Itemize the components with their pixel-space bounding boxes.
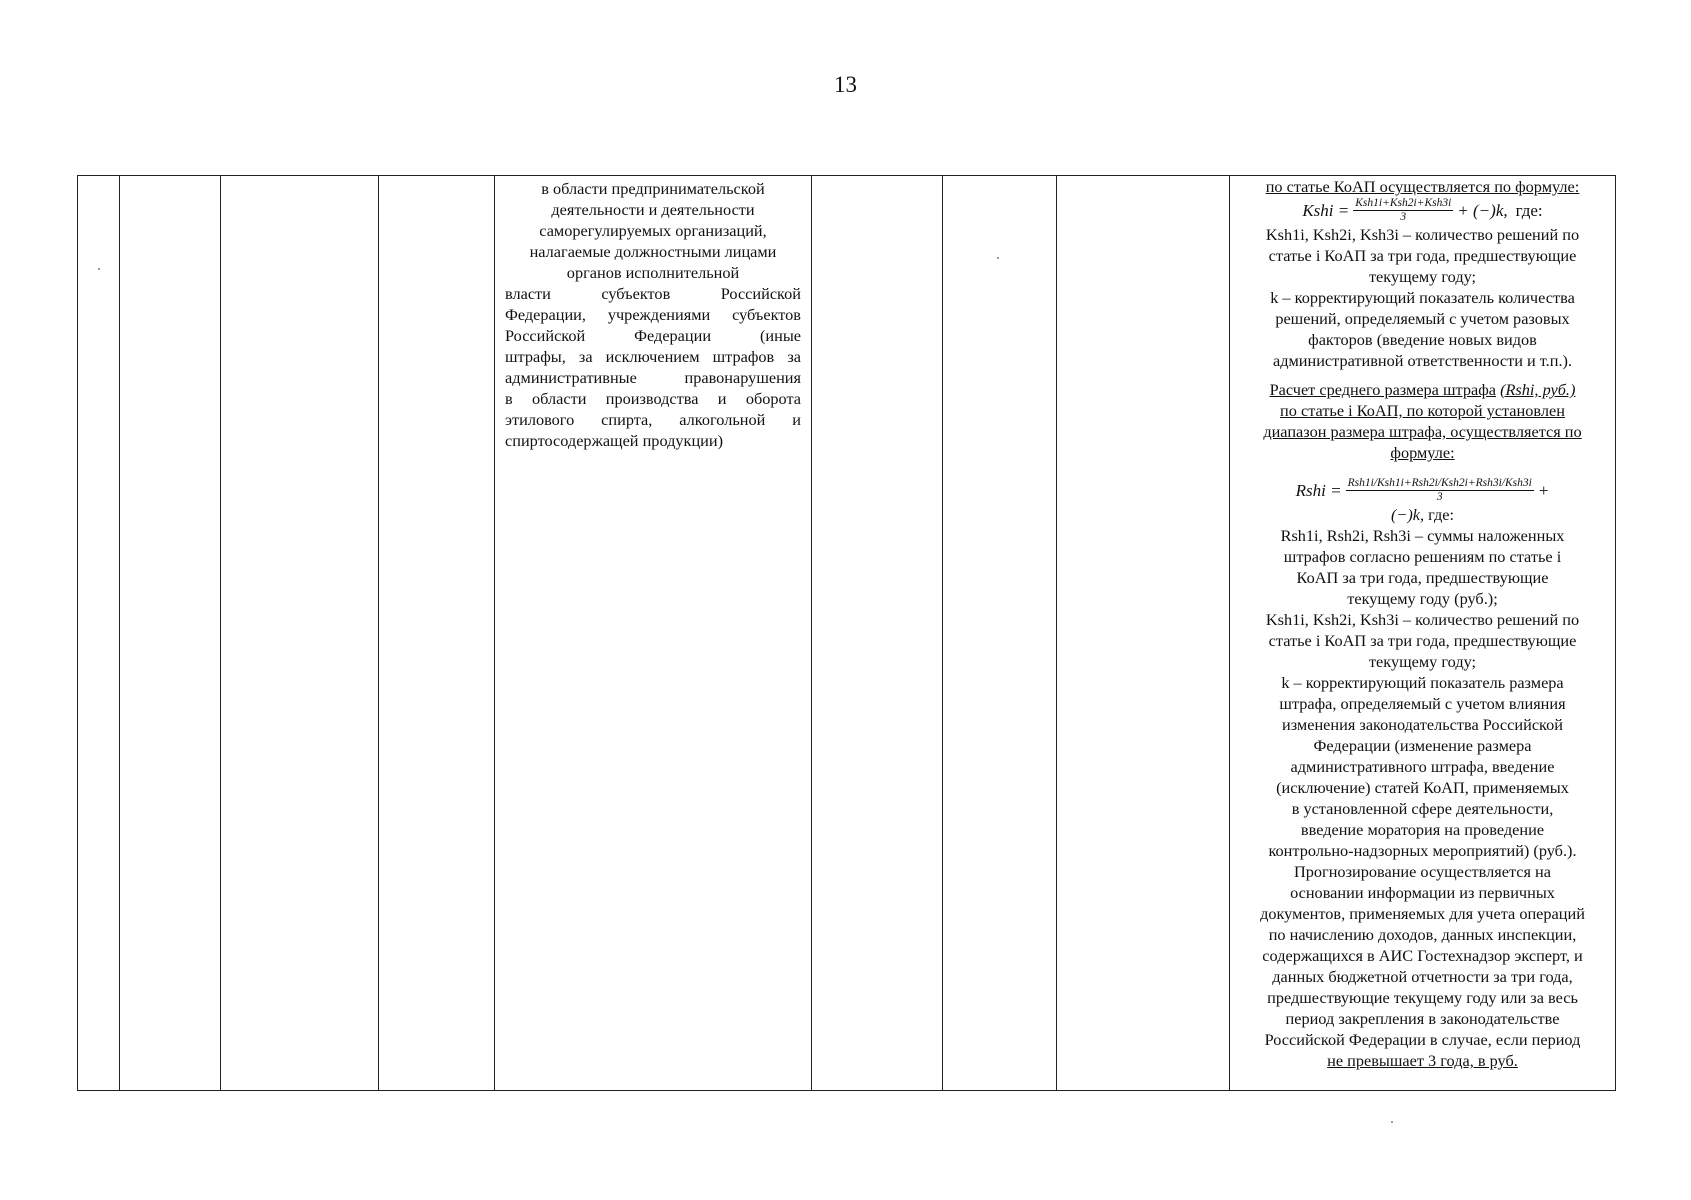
formula-denominator: 3 xyxy=(1400,211,1407,223)
formula-numerator: Rsh1i/Ksh1i+Rsh2i/Ksh2i+Rsh3i/Ksh3i xyxy=(1347,477,1532,489)
last-line: не превышает 3 года, в руб. xyxy=(1327,1051,1518,1070)
definition-line: административной ответственности и т.п.). xyxy=(1272,351,1573,370)
justified-line: штрафы, за исключением штрафов за xyxy=(505,347,801,366)
formula-rhs: + (−)k, xyxy=(1457,201,1508,220)
scan-speck xyxy=(1391,1121,1393,1123)
table-cell-empty xyxy=(1057,176,1230,1091)
definition-line: документов, применяемых для учета операций xyxy=(1260,904,1585,923)
formula-fraction xyxy=(1353,197,1453,224)
text-line: спиртосодержащей продукции) xyxy=(505,431,724,450)
definition-line: Ksh1i, Ksh2i, Ksh3i – количество решений по xyxy=(1265,225,1580,244)
formula-continuation: (−)k, xyxy=(1390,505,1425,524)
spacer xyxy=(1236,463,1609,477)
formula-suffix: где: xyxy=(1428,505,1455,524)
formula-continuation-line xyxy=(1236,504,1609,525)
definition-line: (исключение) статей КоАП, применяемых xyxy=(1276,778,1569,797)
definition-line: Российской Федерации в случае, если период xyxy=(1264,1030,1581,1049)
centered-line: деятельности и деятельности xyxy=(551,200,755,219)
definition-line: штрафа, определяемый с учетом влияния xyxy=(1279,694,1566,713)
page-number: 13 xyxy=(834,72,857,97)
scan-speck xyxy=(98,268,100,270)
justified-line: этилового спирта, алкогольной и xyxy=(505,410,801,429)
formula-lhs: Rshi = xyxy=(1295,481,1342,500)
justified-line: Российской Федерации (иные xyxy=(505,326,801,345)
heading-line: по статье i КоАП, по которой установлен xyxy=(1280,401,1565,420)
justified-line: административные правонарушения xyxy=(505,368,801,387)
definition-line: содержащихся в АИС Гостехнадзор эксперт, и xyxy=(1262,946,1583,965)
definition-line: статье i КоАП за три года, предшествующие xyxy=(1268,246,1577,265)
definition-line: статье i КоАП за три года, предшествующие xyxy=(1268,631,1577,650)
table-cell-empty xyxy=(812,176,943,1091)
definition-line: в установленной сфере деятельности, xyxy=(1291,799,1554,818)
definition-line: предшествующие текущему году или за весь xyxy=(1267,988,1578,1007)
formula-fraction xyxy=(1346,477,1534,504)
centered-line: органов исполнительной xyxy=(566,263,740,282)
heading-line xyxy=(1236,379,1609,400)
definition-line: по начислению доходов, данных инспекции, xyxy=(1268,925,1577,944)
definition-line: Ksh1i, Ksh2i, Ksh3i – количество решений по xyxy=(1265,610,1580,629)
formula-denominator: 3 xyxy=(1436,491,1443,503)
intro-line: по статье КоАП осуществляется по формуле: xyxy=(1265,177,1580,196)
centered-line: саморегулируемых организаций, xyxy=(539,221,767,240)
table-cell-empty xyxy=(943,176,1057,1091)
table-cell-empty xyxy=(78,176,120,1091)
definition-line: k – корректирующий показатель размера xyxy=(1281,673,1564,692)
definition-line: изменения законодательства Российской xyxy=(1282,715,1563,734)
definition-line: штрафов согласно решениям по статье i xyxy=(1283,547,1562,566)
definition-line: Федерации (изменение размера xyxy=(1313,736,1532,755)
heading-text: Расчет среднего размера штрафа xyxy=(1269,380,1496,399)
definition-line: текущему году; xyxy=(1368,652,1477,671)
table-row xyxy=(78,176,1616,1091)
formula-numerator: Ksh1i+Ksh2i+Ksh3i xyxy=(1355,197,1452,209)
justified-line: в области производства и оборота xyxy=(505,389,801,408)
definition-line: k – корректирующий показатель количества xyxy=(1270,288,1575,307)
definition-line: текущему году (руб.); xyxy=(1347,589,1498,608)
table-cell-calculation xyxy=(1230,176,1616,1091)
definition-line: административного штрафа, введение xyxy=(1290,757,1555,776)
definition-line: период закрепления в законодательстве xyxy=(1285,1009,1560,1028)
table-cell-description xyxy=(495,176,812,1091)
definition-line: Прогнозирование осуществляется на xyxy=(1294,862,1551,881)
formula-suffix: где: xyxy=(1515,201,1543,220)
definition-line: факторов (введение новых видов xyxy=(1308,330,1537,349)
centered-line: в области предпринимательской xyxy=(541,179,765,198)
centered-line: налагаемые должностными лицами xyxy=(529,242,777,261)
justified-line: Федерации, учреждениями субъектов xyxy=(505,305,801,324)
definition-line: текущему году; xyxy=(1368,267,1477,286)
definition-line: введение моратория на проведение xyxy=(1300,820,1545,839)
definition-line: Rsh1i, Rsh2i, Rsh3i – суммы наложенных xyxy=(1280,526,1565,545)
formula-lhs: Kshi = xyxy=(1302,201,1350,220)
justified-line: власти субъектов Российской xyxy=(505,284,801,303)
definition-line: КоАП за три года, предшествующие xyxy=(1296,568,1549,587)
formula-rhs: + xyxy=(1537,481,1550,500)
formula-kshi xyxy=(1236,197,1609,224)
formula-rshi xyxy=(1236,477,1609,504)
table-cell-empty xyxy=(120,176,221,1091)
document-table xyxy=(77,175,1616,1091)
definition-line: данных бюджетной отчетности за три года, xyxy=(1272,967,1573,986)
spacer xyxy=(1236,371,1609,379)
definition-line: решений, определяемый с учетом разовых xyxy=(1275,309,1570,328)
table-cell-empty xyxy=(221,176,379,1091)
definition-line: основании информации из первичных xyxy=(1290,883,1555,902)
heading-line: формуле: xyxy=(1390,443,1455,462)
heading-line: диапазон размера штрафа, осуществляется по xyxy=(1263,422,1582,441)
heading-math: (Rshi, руб.) xyxy=(1500,380,1576,399)
definition-line: контрольно-надзорных мероприятий) (руб.). xyxy=(1268,841,1577,860)
table-cell-empty xyxy=(379,176,495,1091)
scan-speck xyxy=(997,257,999,259)
